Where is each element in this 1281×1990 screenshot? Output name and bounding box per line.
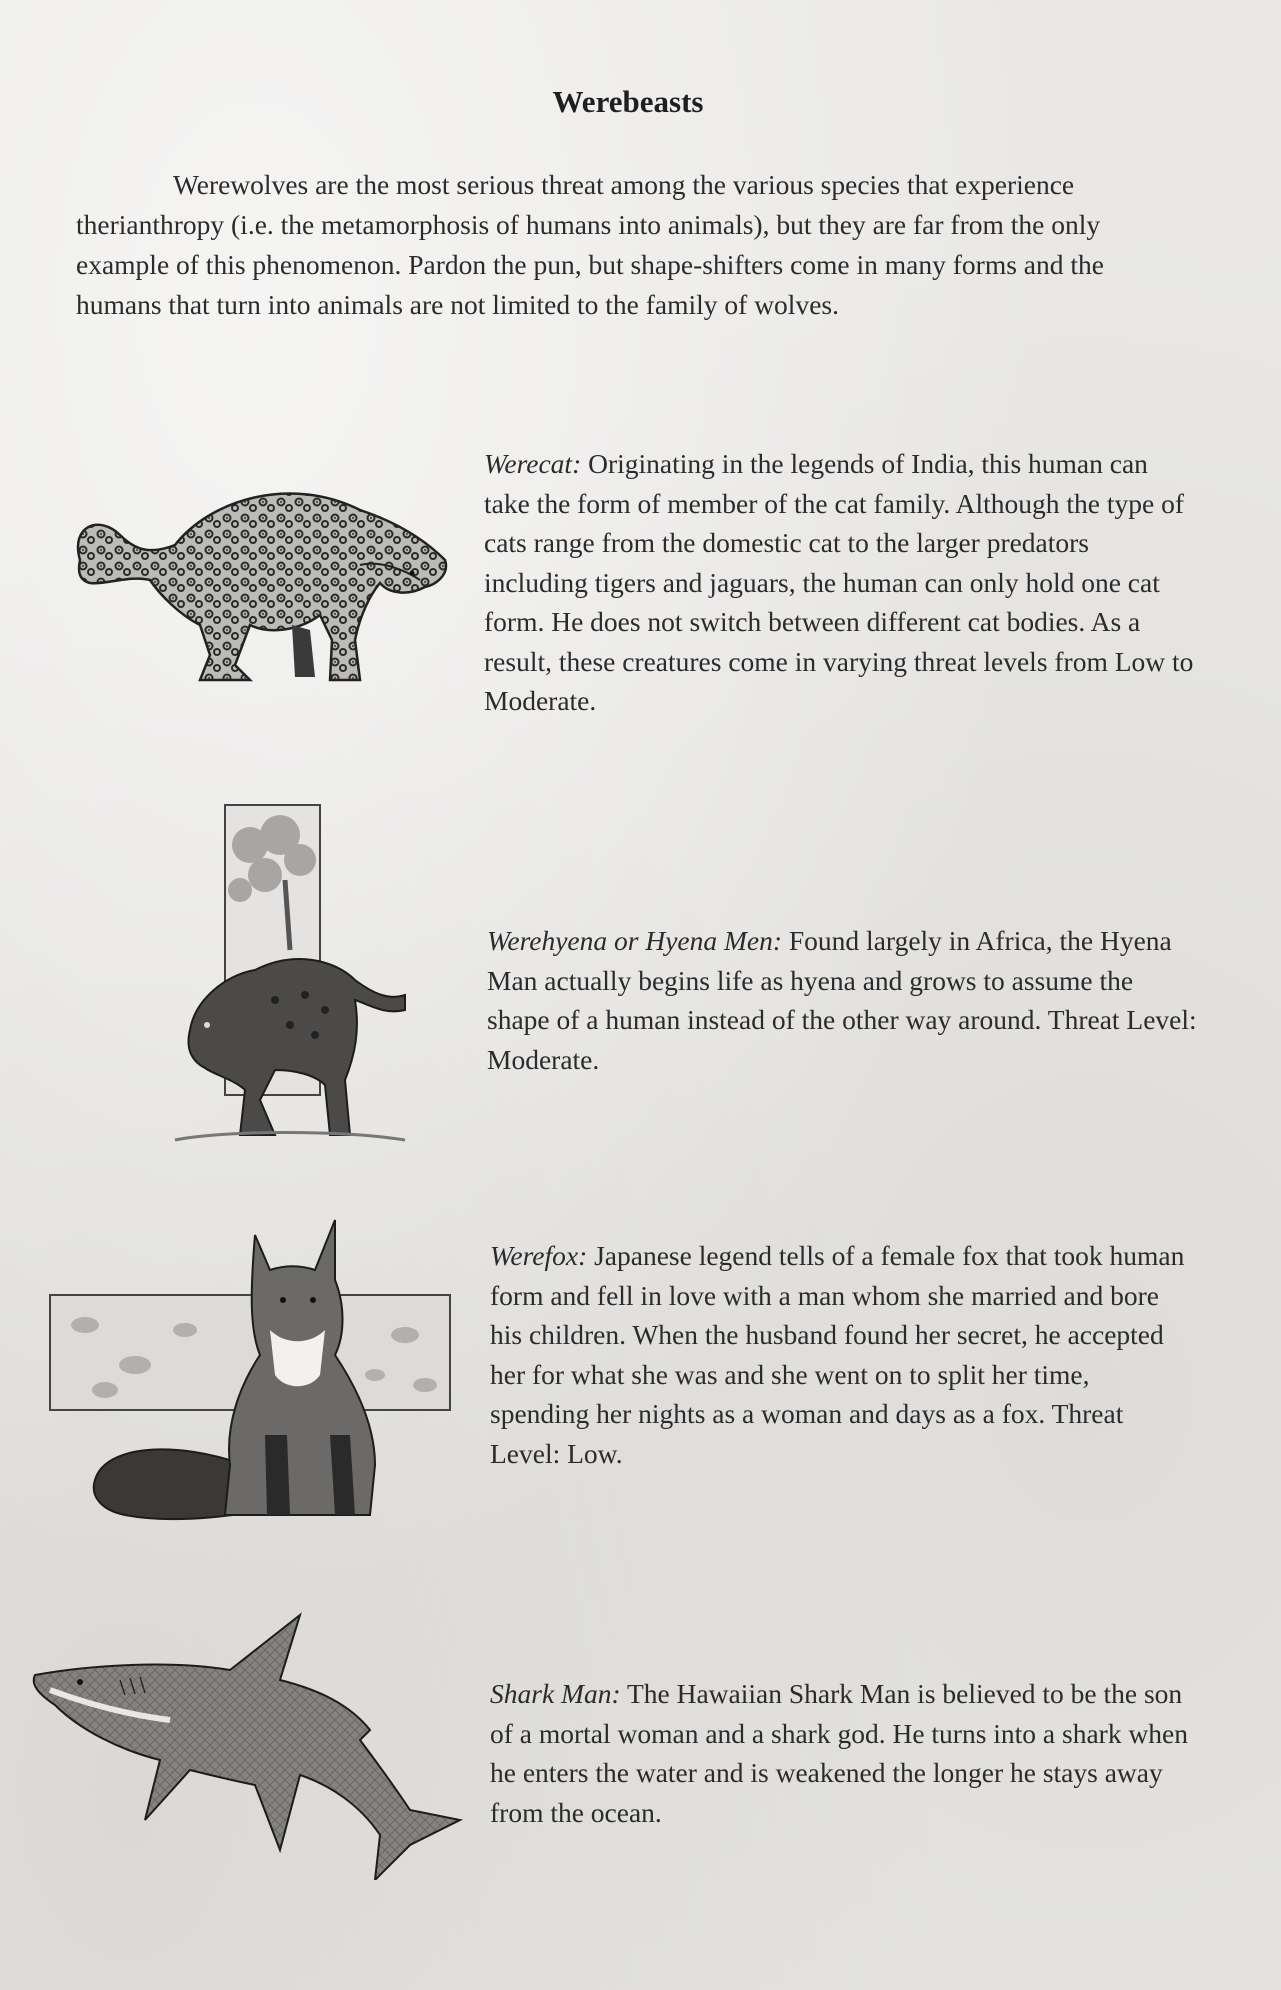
fox-illustration <box>45 1215 455 1535</box>
shark-man-description: The Hawaiian Shark Man is believed to be the son of a mortal woman and a shark god. He turns into a shark when he enters the water and is weakened the longer he stays away from the ocean. <box>490 1678 1189 1828</box>
werehyena-entry <box>487 921 1202 1079</box>
shark-man-entry <box>490 1674 1200 1832</box>
intro-paragraph: Werewolves are the most serious threat among the various species that experience therianthropy (i.e. the metamorphosis of humans into animals), but they are far from the only example of this phenomenon. Pardon the pun, but shape-shifters come in many forms and the humans that turn into animals are not limited to the family of wolves. <box>76 169 1104 320</box>
shark-illustration <box>30 1610 470 1880</box>
page-title: Werebeasts <box>552 84 704 119</box>
werefox-entry <box>490 1236 1195 1473</box>
werehyena-description: Found largely in Africa, the Hyena Man actually begins life as hyena and grows to assume the shape of a human instead of the other way around. Threat Level: Moderate. <box>487 925 1197 1075</box>
werefox-description: Japanese legend tells of a female fox that took human form and fell in love with a man whom she married and bore his children. When the husband found her secret, he accepted her for what she was and she went on to split her time, spending her nights as a woman and days as a fox. Threat Level: Low. <box>490 1240 1185 1469</box>
werehyena-name: Werehyena or Hyena Men: <box>487 925 783 956</box>
leopard-illustration <box>60 465 455 690</box>
werecat-description: Originating in the legends of India, this human can take the form of member of the cat family. Although the type of cats range from the domestic cat to the larger predators including tigers and jaguars, the human can only hold one cat form. He does not switch between different cat bodies. As a result, these creatures come in varying threat levels from Low to Moderate. <box>484 448 1194 716</box>
werecat-entry <box>484 444 1199 721</box>
werefox-name: Werefox: <box>490 1240 588 1271</box>
shark-man-name: Shark Man: <box>490 1678 621 1709</box>
hyena-illustration <box>165 800 415 1150</box>
werecat-name: Werecat: <box>484 448 582 479</box>
